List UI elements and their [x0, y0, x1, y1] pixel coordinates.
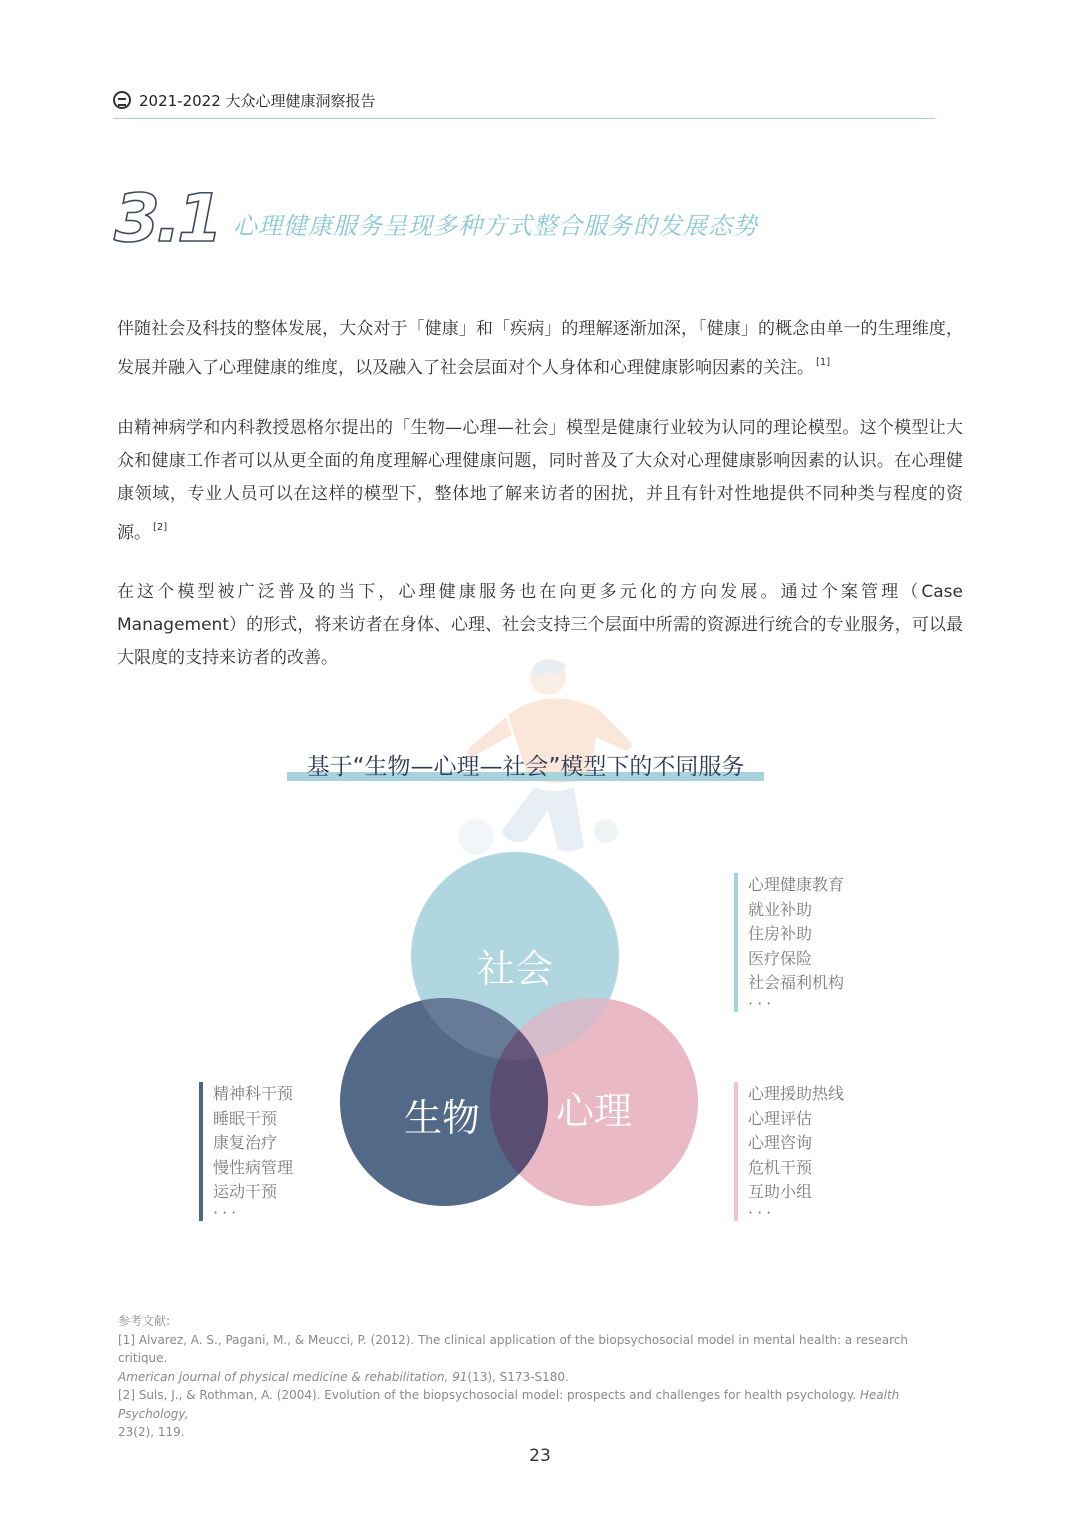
list-item: 住房补助 — [748, 924, 813, 944]
list-item: 心理评估 — [748, 1108, 813, 1128]
footnote-ref-2: [2] — [153, 522, 168, 533]
list-item: 危机干预 — [748, 1157, 813, 1177]
paragraph-2-text: 由精神病学和内科教授恩格尔提出的「生物—心理—社会」模型是健康行业较为认同的理论模型。这个模型让大众和健康工作者可以从更全面的角度理解心理健康问题，同时普及了大众对心理健康影响因素的认识。在心理健康领域，专业人员可以在这样的模型下，整体地了解来访者的困扰，并且有针对性地提供不同种类与程度的资源。 — [117, 418, 963, 543]
psy-circle-label: 心理 — [556, 1089, 633, 1133]
section-number: 3.1 — [114, 180, 219, 257]
psy-services-list — [734, 1082, 844, 1221]
list-more-ellipsis: ··· — [748, 993, 776, 1013]
reference-1-pages: (13), S173-S180. — [467, 1369, 569, 1384]
social-circle-label: 社会 — [477, 947, 554, 991]
footnote-ref-1: [1] — [816, 357, 831, 368]
list-item: 运动干预 — [213, 1182, 278, 1202]
paragraph-3-text: 在这个模型被广泛普及的当下，心理健康服务也在向更多元化的方向发展。通过个案管理（Case Management）的形式，将来访者在身体、心理、社会支持三个层面中所需的资源进行统合的专业服务，可以最大限度的支持来访者的改善。 — [117, 582, 963, 668]
venn-diagram — [330, 850, 710, 1220]
list-item: 心理健康教育 — [748, 875, 845, 894]
list-item: 慢性病管理 — [213, 1157, 294, 1177]
reference-2-journal: Health Psychology, — [118, 1388, 900, 1421]
list-item: 心理咨询 — [748, 1133, 813, 1153]
header-title: 2021-2022 大众心理健康洞察报告 — [139, 92, 376, 110]
list-item: 康复治疗 — [213, 1133, 278, 1153]
reference-1-line-2 — [118, 1368, 938, 1387]
page-number: 23 — [529, 1446, 551, 1466]
reference-2-line-2: 23(2), 119. — [118, 1425, 185, 1439]
section-title: 心理健康服务呈现多种方式整合服务的发展态势 — [233, 212, 758, 240]
list-item: 社会福利机构 — [748, 973, 845, 993]
reference-1-journal: American journal of physical medicine & rehabilitation, 91 — [118, 1369, 468, 1384]
list-item: 医疗保险 — [748, 948, 813, 968]
paragraph-2 — [117, 412, 963, 550]
social-services-list — [734, 873, 844, 1012]
list-more-ellipsis: ··· — [213, 1202, 241, 1222]
paragraph-1 — [117, 313, 963, 385]
list-item: 精神科干预 — [213, 1084, 294, 1103]
bio-circle-label: 生物 — [404, 1096, 481, 1140]
paragraph-1-text: 伴随社会及科技的整体发展，大众对于「健康」和「疾病」的理解逐渐加深，「健康」的概念由单一的生理维度，发展并融入了心理健康的维度，以及融入了社会层面对个人身体和心理健康影响因素的关注。 — [117, 319, 963, 378]
report-logo-icon — [113, 91, 131, 109]
list-more-ellipsis: ··· — [748, 1202, 776, 1222]
list-item: 睡眠干预 — [213, 1108, 278, 1128]
list-item: 就业补助 — [748, 899, 813, 919]
page-header — [113, 88, 935, 119]
bio-services-list — [199, 1082, 293, 1221]
references — [118, 1312, 938, 1442]
references-heading: 参考文献: — [118, 1314, 171, 1328]
list-item: 心理援助热线 — [748, 1084, 845, 1103]
reference-1-line-1: [1] Alvarez, A. S., Pagani, M., & Meucci, P. (2012). The clinical application of the biopsychosocial model in mental health: a research critique. — [118, 1332, 908, 1365]
reference-2-authors: [2] Suls, J., & Rothman, A. (2004). Evolution of the biopsychosocial model: prospects and challenges for health psychology. — [118, 1388, 860, 1402]
reference-2-line-1 — [118, 1386, 938, 1423]
list-item: 互助小组 — [748, 1182, 813, 1202]
diagram-title: 基于“生物—心理—社会”模型下的不同服务 — [306, 754, 745, 780]
